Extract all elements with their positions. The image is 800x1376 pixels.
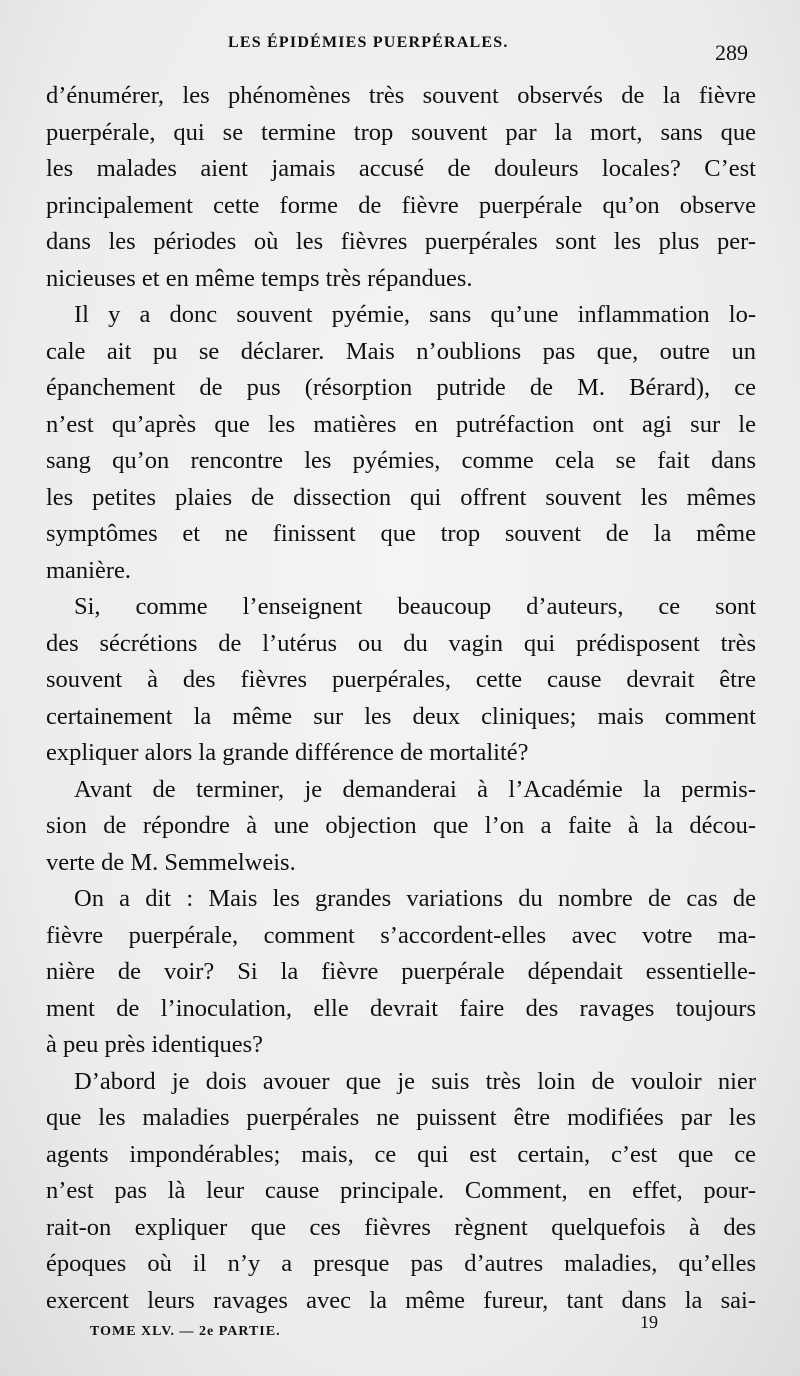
text-line: épanchement de pus (résorption putride de M. Bérard), ce <box>46 374 756 401</box>
text-line: souvent à des fièvres puerpérales, cette cause devrait être <box>46 666 756 693</box>
text-line: On a dit : Mais les grandes variations du nombre de cas de <box>74 885 756 912</box>
running-head-title: LES ÉPIDÉMIES PUERPÉRALES. <box>228 34 509 51</box>
text-line: manière. <box>46 556 132 584</box>
text-line: des sécrétions de l’utérus ou du vagin qui prédisposent très <box>46 629 756 657</box>
text-line: certainement la même sur les deux cliniques; mais comment <box>46 702 756 730</box>
volume-signature: TOME XLV. — 2e PARTIE. <box>90 1324 281 1339</box>
text-line: les petites plaies de dissection qui offrent souvent les mêmes <box>46 483 756 511</box>
text-line: Il y a donc souvent pyémie, sans qu’une inflammation lo- <box>74 301 756 328</box>
body-text <box>46 78 756 1319</box>
text-line: sang qu’on rencontre les pyémies, comme cela se fait dans <box>46 447 756 474</box>
text-line: verte de M. Semmelweis. <box>46 848 296 876</box>
text-line: rait-on expliquer que ces fièvres règnent quelquefois à des <box>46 1213 756 1241</box>
text-line: nicieuses et en même temps très répandues. <box>46 264 473 292</box>
text-line: Si, comme l’enseignent beaucoup d’auteurs, ce sont <box>74 593 756 620</box>
text-line: symptômes et ne finissent que trop souvent de la même <box>46 520 756 547</box>
text-line: puerpérale, qui se termine trop souvent par la mort, sans que <box>46 118 756 146</box>
page-number: 289 <box>715 40 748 65</box>
text-line: époques où il n’y a presque pas d’autres maladies, qu’elles <box>46 1250 756 1277</box>
text-line: n’est pas là leur cause principale. Comment, en effet, pour- <box>46 1177 756 1204</box>
text-line: que les maladies puerpérales ne puissent être modifiées par les <box>46 1104 756 1131</box>
text-line: cale ait pu se déclarer. Mais n’oublions pas que, outre un <box>46 337 756 365</box>
text-line: Avant de terminer, je demanderai à l’Académie la permis- <box>74 775 756 803</box>
text-line: d’énumérer, les phénomènes très souvent observés de la fièvre <box>46 82 756 109</box>
text-line: à peu près identiques? <box>46 1031 264 1058</box>
text-line: agents impondérables; mais, ce qui est certain, c’est que ce <box>46 1140 756 1168</box>
text-line: principalement cette forme de fièvre puerpérale qu’on observe <box>46 191 756 219</box>
sheet-signature: 19 <box>640 1312 658 1332</box>
text-line: sion de répondre à une objection que l’on a faite à la décou- <box>46 812 756 839</box>
text-line: D’abord je dois avouer que je suis très loin de vouloir nier <box>74 1067 756 1095</box>
text-line: fièvre puerpérale, comment s’accordent-elles avec votre ma- <box>46 921 756 949</box>
text-line: les malades aient jamais accusé de douleurs locales? C’est <box>46 155 756 182</box>
text-line: ment de l’inoculation, elle devrait faire des ravages toujours <box>46 994 756 1022</box>
text-line: expliquer alors la grande différence de mortalité? <box>46 739 529 766</box>
text-line: exercent leurs ravages avec la même fureur, tant dans la sai- <box>46 1286 756 1314</box>
text-line: dans les périodes où les fièvres puerpérales sont les plus per- <box>46 228 756 255</box>
text-line: nière de voir? Si la fièvre puerpérale dépendait essentielle- <box>46 958 756 985</box>
text-line: n’est qu’après que les matières en putréfaction ont agi sur le <box>46 410 756 438</box>
